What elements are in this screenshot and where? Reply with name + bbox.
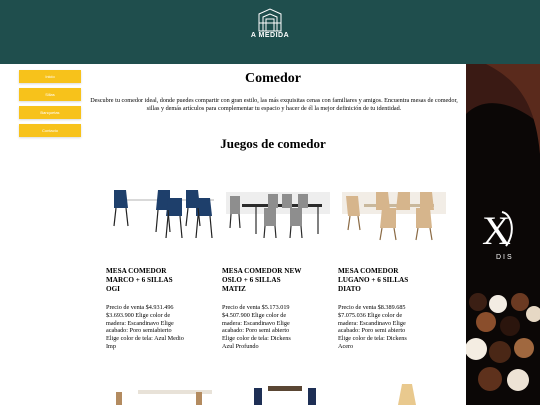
product-image[interactable] xyxy=(338,178,450,248)
product-details: Precio de venta $4.931.496 $3.693.900 Elige color de madera: Escandinavo Elige acabado: Poro semiabierto Elige color de tela: Azul Medio Imp xyxy=(106,304,184,350)
product-details: Precio de venta $8.389.685 $7.075.036 Elige color de madera: Escandinavo Elige acabado: Poro semi abierto Elige color de tela: Dickens Acero xyxy=(338,304,407,350)
sidebar-item-inicio[interactable]: Inicio xyxy=(19,70,81,83)
product-details: Precio de venta $5.173.019 $4.507.900 Elige color de madera: Escandinavo Elige acabado: Poro semi abierto Elige color de tela: Dickens Azul Profundo xyxy=(222,304,291,350)
product-image[interactable] xyxy=(222,178,334,248)
product-name[interactable]: MESA COMEDOR MARCO + 6 SILLAS OGI xyxy=(106,267,173,293)
page-description: Descubre tu comedor ideal, donde puedes compartir con gran estilo, las más exquisitas cenas con familiares y amigos. Encuentra mesas de comedor, sillas y demás artículos para complementar tu espacio y hacer de él la mejor definición de tu identidad. xyxy=(90,97,458,112)
svg-text:X: X xyxy=(482,208,511,253)
product-name[interactable]: MESA COMEDOR NEW OSLO + 6 SILLAS MATIZ xyxy=(222,267,302,293)
chocolate-ad-image xyxy=(466,64,540,405)
product-name[interactable]: MESA COMEDOR LUGANO + 6 SILLAS DIATO xyxy=(338,267,409,293)
site-header xyxy=(0,0,540,64)
section-title: Juegos de comedor xyxy=(220,136,326,151)
ad-text: DIS xyxy=(496,254,514,261)
brand-name[interactable]: A MEDIDA xyxy=(250,32,290,39)
sidebar-item-banquetas[interactable]: Banquetas xyxy=(19,106,81,119)
sidebar-item-contacto[interactable]: Contacto xyxy=(19,124,81,137)
sidebar-nav xyxy=(19,70,81,142)
product-image[interactable] xyxy=(106,178,218,248)
product-image[interactable] xyxy=(86,382,466,405)
page-title: Comedor xyxy=(245,71,301,86)
next-products-row xyxy=(86,382,466,405)
sidebar-item-sillas[interactable]: Sillas xyxy=(19,88,81,101)
ad-banner[interactable] xyxy=(466,64,540,405)
